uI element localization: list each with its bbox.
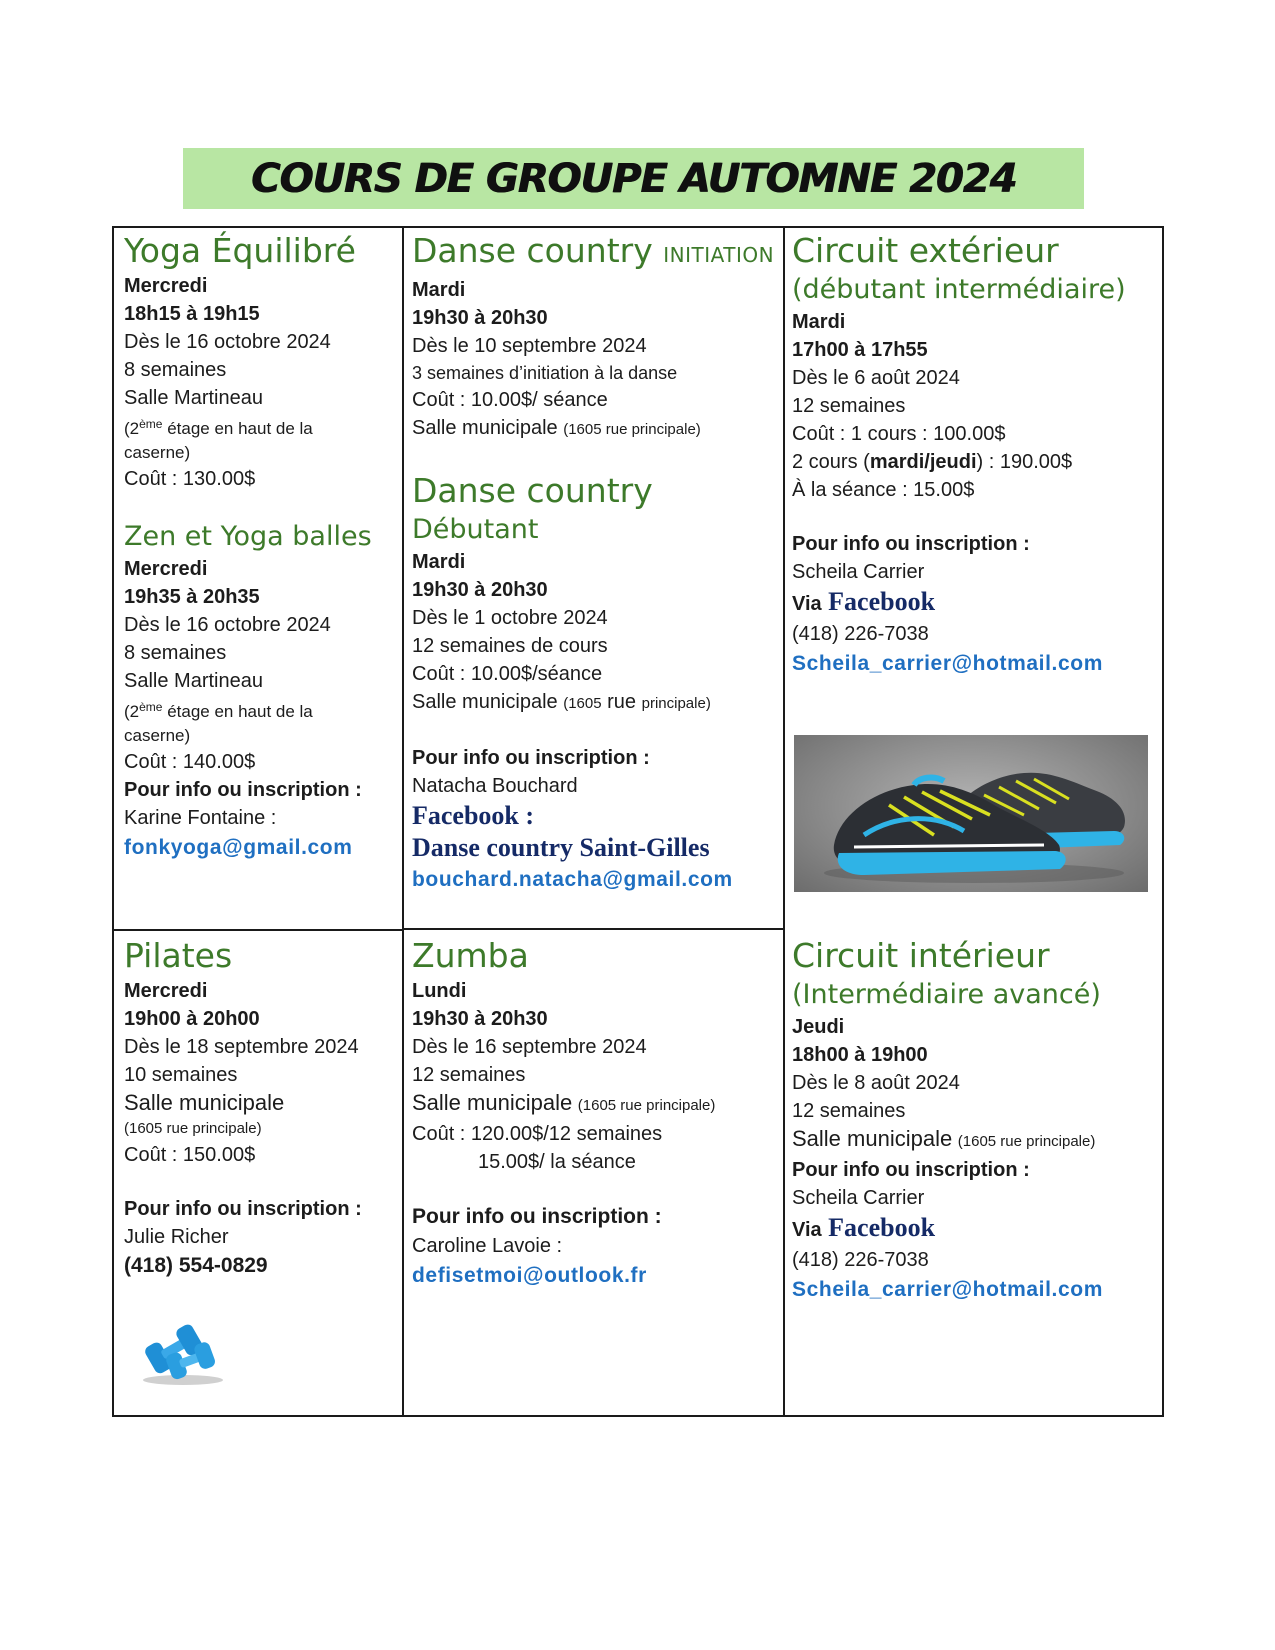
pilates-address: (1605 rue principale) — [124, 1120, 262, 1137]
cell-zumba — [412, 935, 782, 1291]
zumba-contact: Caroline Lavoie : — [412, 1235, 563, 1257]
shoe-icon — [794, 735, 1148, 892]
yoga-day: Mercredi — [124, 275, 208, 297]
danse-deb-title: Danse country — [412, 471, 653, 510]
zen-day: Mercredi — [124, 558, 208, 580]
circuit-int-title: Circuit intérieur — [792, 936, 1050, 975]
circuit-int-start: Dès le 8 août 2024 — [792, 1072, 960, 1094]
cell-circuit-exterieur — [792, 230, 1158, 679]
danse-deb-facebook-label: Facebook : — [412, 801, 535, 830]
zumba-title: Zumba — [412, 936, 529, 975]
circuit-int-subtitle: (Intermédiaire avancé) — [792, 979, 1101, 1010]
pilates-info-label: Pour info ou inscription : — [124, 1198, 362, 1220]
yoga-cost: Coût : 130.00$ — [124, 468, 256, 490]
title-banner — [183, 148, 1084, 209]
zumba-info-label: Pour info ou inscription : — [412, 1205, 662, 1228]
pilates-contact: Julie Richer — [124, 1226, 229, 1248]
circuit-ext-time: 17h00 à 17h55 — [792, 339, 928, 361]
column-divider — [402, 226, 404, 1417]
pilates-time: 19h00 à 20h00 — [124, 1008, 260, 1030]
circuit-ext-subtitle: (débutant intermédiaire) — [792, 274, 1126, 305]
circuit-ext-phone: (418) 226-7038 — [792, 623, 929, 645]
pilates-start: Dès le 18 septembre 2024 — [124, 1036, 359, 1058]
danse-deb-contact: Natacha Bouchard — [412, 775, 578, 797]
danse-deb-cost: Coût : 10.00$/séance — [412, 663, 603, 685]
danse-init-time: 19h30 à 20h30 — [412, 307, 548, 329]
pilates-title: Pilates — [124, 936, 233, 975]
circuit-int-email-link[interactable]: Scheila_carrier@hotmail.com — [792, 1278, 1103, 1301]
pilates-phone: (418) 554-0829 — [124, 1254, 268, 1277]
danse-init-room: Salle municipale (1605 rue principale) — [412, 417, 701, 439]
circuit-int-contact: Scheila Carrier — [792, 1187, 925, 1209]
zen-room-note: (2ème étage en haut de la — [124, 700, 313, 721]
danse-deb-facebook-page[interactable]: Danse country Saint-Gilles — [412, 833, 710, 862]
danse-init-suffix: INITIATION — [663, 243, 775, 267]
circuit-int-weeks: 12 semaines — [792, 1100, 906, 1122]
danse-init-day: Mardi — [412, 279, 466, 301]
zumba-start: Dès le 16 septembre 2024 — [412, 1036, 647, 1058]
running-shoes-photo — [794, 735, 1148, 892]
circuit-int-room: Salle municipale (1605 rue principale) — [792, 1126, 1096, 1151]
pilates-weeks: 10 semaines — [124, 1064, 238, 1086]
circuit-ext-weeks: 12 semaines — [792, 395, 906, 417]
zumba-weeks: 12 semaines — [412, 1064, 526, 1086]
circuit-int-day: Jeudi — [792, 1016, 845, 1038]
pilates-day: Mercredi — [124, 980, 208, 1002]
yoga-title: Yoga Équilibré — [124, 231, 356, 270]
row-divider — [402, 928, 785, 930]
danse-deb-room: Salle municipale (1605 rue principale) — [412, 691, 711, 713]
danse-init-start: Dès le 10 septembre 2024 — [412, 335, 647, 357]
yoga-room-note: (2ème étage en haut de la — [124, 417, 313, 438]
yoga-weeks: 8 semaines — [124, 359, 227, 381]
danse-init-title: Danse country INITIATION — [412, 231, 775, 270]
zen-room: Salle Martineau — [124, 670, 263, 692]
danse-deb-subtitle: Débutant — [412, 514, 539, 545]
circuit-ext-contact: Scheila Carrier — [792, 561, 925, 583]
zen-weeks: 8 semaines — [124, 642, 227, 664]
zumba-room: Salle municipale (1605 rue principale) — [412, 1090, 716, 1115]
cell-danse-country — [412, 230, 782, 895]
cell-yoga-zen — [124, 230, 400, 863]
danse-deb-time: 19h30 à 20h30 — [412, 579, 548, 601]
yoga-time: 18h15 à 19h15 — [124, 303, 260, 325]
zumba-day: Lundi — [412, 980, 467, 1002]
zen-room-note-2: caserne) — [124, 726, 191, 745]
circuit-ext-title: Circuit extérieur — [792, 231, 1059, 270]
circuit-ext-facebook[interactable]: Via Facebook — [792, 587, 936, 616]
dumbbell-icon — [128, 1310, 232, 1388]
circuit-int-info-label: Pour info ou inscription : — [792, 1159, 1030, 1181]
zen-email-link[interactable]: fonkyoga@gmail.com — [124, 836, 353, 859]
danse-deb-email-link[interactable]: bouchard.natacha@gmail.com — [412, 868, 733, 891]
circuit-int-phone: (418) 226-7038 — [792, 1249, 929, 1271]
row-divider — [112, 929, 404, 931]
zumba-time: 19h30 à 20h30 — [412, 1008, 548, 1030]
yoga-room-note-2: caserne) — [124, 443, 191, 462]
page-title: COURS DE GROUPE AUTOMNE 2024 — [250, 155, 1017, 202]
zumba-email-link[interactable]: defisetmoi@outlook.fr — [412, 1264, 647, 1287]
circuit-int-facebook[interactable]: Via Facebook — [792, 1213, 936, 1242]
circuit-ext-start: Dès le 6 août 2024 — [792, 367, 960, 389]
circuit-ext-cost-2: 2 cours (mardi/jeudi) : 190.00$ — [792, 451, 1073, 473]
circuit-ext-info-label: Pour info ou inscription : — [792, 533, 1030, 555]
cell-circuit-interieur — [792, 935, 1158, 1305]
zumba-cost-1: Coût : 120.00$/12 semaines — [412, 1123, 663, 1145]
yoga-start: Dès le 16 octobre 2024 — [124, 331, 331, 353]
cell-pilates — [124, 935, 400, 1281]
circuit-ext-cost-1: Coût : 1 cours : 100.00$ — [792, 423, 1006, 445]
danse-deb-start: Dès le 1 octobre 2024 — [412, 607, 608, 629]
danse-init-cost: Coût : 10.00$/ séance — [412, 389, 608, 411]
circuit-ext-day: Mardi — [792, 311, 846, 333]
danse-deb-weeks: 12 semaines de cours — [412, 635, 608, 657]
pilates-room: Salle municipale — [124, 1090, 285, 1115]
zen-start: Dès le 16 octobre 2024 — [124, 614, 331, 636]
pilates-cost: Coût : 150.00$ — [124, 1144, 256, 1166]
circuit-ext-email-link[interactable]: Scheila_carrier@hotmail.com — [792, 652, 1103, 675]
yoga-room: Salle Martineau — [124, 387, 263, 409]
column-divider — [783, 226, 785, 1417]
zen-cost: Coût : 140.00$ — [124, 751, 256, 773]
danse-deb-day: Mardi — [412, 551, 466, 573]
circuit-int-time: 18h00 à 19h00 — [792, 1044, 928, 1066]
danse-init-detail: 3 semaines d’initiation à la danse — [412, 363, 678, 383]
zen-info-label: Pour info ou inscription : — [124, 779, 362, 801]
zen-time: 19h35 à 20h35 — [124, 586, 260, 608]
zen-title: Zen et Yoga balles — [124, 521, 372, 552]
circuit-ext-cost-3: À la séance : 15.00$ — [792, 479, 975, 501]
danse-deb-info-label: Pour info ou inscription : — [412, 747, 650, 769]
dumbbell-image — [128, 1310, 232, 1388]
zumba-cost-2: 15.00$/ la séance — [478, 1151, 636, 1173]
zen-contact: Karine Fontaine : — [124, 807, 277, 829]
